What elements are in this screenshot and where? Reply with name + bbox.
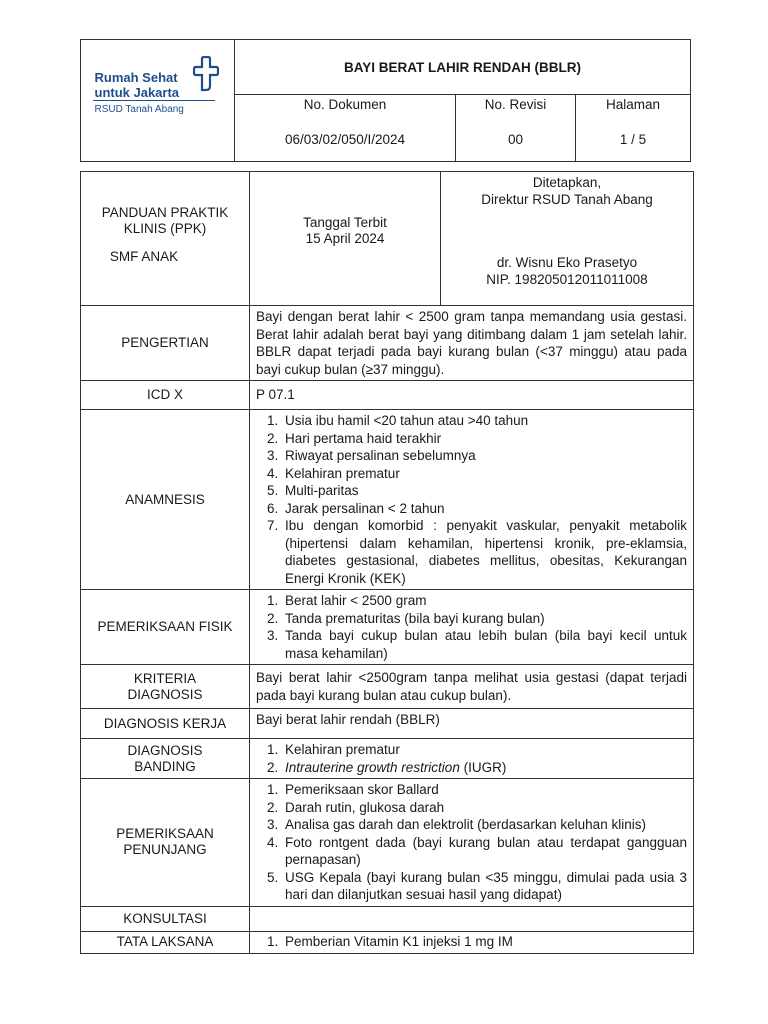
list-item: 1. Kelahiran prematur bbox=[282, 741, 687, 759]
page-value: 1 / 5 bbox=[619, 132, 647, 147]
banding-label-2: BANDING bbox=[134, 758, 196, 774]
tata-label: TATA LAKSANA bbox=[81, 931, 250, 953]
konsultasi-text bbox=[250, 906, 694, 931]
list-item: 5. Multi-paritas bbox=[282, 482, 687, 500]
director-name: dr. Wisnu Eko Prasetyo bbox=[496, 255, 638, 270]
fisik-label: PEMERIKSAAN FISIK bbox=[81, 590, 250, 665]
banding-content bbox=[250, 739, 694, 779]
list-item: 1. Usia ibu hamil <20 tahun atau >40 tahun bbox=[282, 412, 687, 430]
kerja-label: DIAGNOSIS KERJA bbox=[81, 709, 250, 739]
list-item: 5. USG Kepala (bayi kurang bulan <35 minggu, dimulai pada usia 3 hari dan dilanjutkan sesuai hasil yang didapat) bbox=[282, 869, 687, 904]
penunjang-list bbox=[256, 781, 687, 904]
tanggal-label: Tanggal Terbit bbox=[303, 214, 387, 230]
direktur-label: Direktur RSUD Tanah Abang bbox=[481, 192, 653, 207]
icd-text: P 07.1 bbox=[250, 381, 694, 410]
list-item: 2. Tanda prematuritas (bila bayi kurang bulan) bbox=[282, 610, 687, 628]
kriteria-text: Bayi berat lahir <2500gram tanpa melihat usia gestasi (dapat terjadi pada bayi kurang bulan atau cukup bulan). bbox=[250, 665, 694, 709]
page-cell bbox=[576, 95, 691, 162]
tata-content bbox=[250, 931, 694, 953]
penunjang-label-2: PENUNJANG bbox=[123, 842, 207, 858]
list-item: 6. Jarak persalinan < 2 tahun bbox=[282, 500, 687, 518]
pengertian-label: PENGERTIAN bbox=[81, 306, 250, 381]
list-item: 2. Hari pertama haid terakhir bbox=[282, 430, 687, 448]
penunjang-label-1: PEMERIKSAAN bbox=[116, 826, 214, 842]
tanggal-value: 15 April 2024 bbox=[305, 230, 385, 246]
fisik-content bbox=[250, 590, 694, 665]
list-item: 4. Foto rontgent dada (bayi kurang bulan atau terdapat gangguan pernapasan) bbox=[282, 834, 687, 869]
iugr-rest: (IUGR) bbox=[459, 759, 507, 775]
ditetapkan-label: Ditetapkan, bbox=[532, 175, 602, 190]
tanggal-cell bbox=[250, 172, 441, 306]
list-item: 1. Pemeriksaan skor Ballard bbox=[282, 781, 687, 799]
smf-label: SMF ANAK bbox=[109, 248, 179, 264]
kriteria-label-1: KRITERIA bbox=[133, 670, 197, 686]
ppk-line-1: PANDUAN PRAKTIK bbox=[101, 204, 229, 220]
fisik-list bbox=[256, 592, 687, 662]
banding-list bbox=[256, 741, 687, 776]
ppk-line-2: KLINIS (PPK) bbox=[123, 220, 207, 236]
list-item: 7. Ibu dengan komorbid : penyakit vaskular, penyakit metabolik (hipertensi dalam kehamilan, hipertensi kronik, pre-eklamsia, diabetes gestasional, diabetes mellitus, obesitas, Kekurangan Energi Kronik (KEK) bbox=[282, 517, 687, 587]
revision-value: 00 bbox=[507, 132, 524, 147]
cross-icon bbox=[193, 56, 219, 96]
list-item bbox=[282, 759, 687, 777]
revision-label: No. Revisi bbox=[484, 97, 547, 112]
icd-label: ICD X bbox=[81, 381, 250, 410]
konsultasi-label: KONSULTASI bbox=[81, 906, 250, 931]
revision-cell bbox=[456, 95, 576, 162]
list-item: 3. Tanda bayi cukup bulan atau lebih bulan (bila bayi kecil untuk masa kehamilan) bbox=[282, 627, 687, 662]
document-header bbox=[80, 39, 691, 162]
penunjang-content bbox=[250, 779, 694, 907]
list-item: 1. Berat lahir < 2500 gram bbox=[282, 592, 687, 610]
anamnesis-label: ANAMNESIS bbox=[81, 410, 250, 590]
list-item: 4. Kelahiran prematur bbox=[282, 465, 687, 483]
pengertian-text: Bayi dengan berat lahir < 2500 gram tanpa memandang usia gestasi. Berat lahir adalah berat bayi yang ditimbang dalam 1 jam setelah lahir. BBLR dapat terjadi pada bayi kurang bulan (<37 minggu) atau pada bayi cukup bulan (≥37 minggu). bbox=[250, 306, 694, 381]
ppk-table bbox=[80, 171, 694, 954]
logo-line-1: Rumah Sehat bbox=[94, 69, 178, 85]
kriteria-label-2: DIAGNOSIS bbox=[127, 686, 203, 702]
director-nip: NIP. 198205012011011008 bbox=[486, 272, 648, 287]
kerja-text: Bayi berat lahir rendah (BBLR) bbox=[250, 709, 694, 739]
doc-number-cell bbox=[235, 95, 456, 162]
tata-list bbox=[256, 933, 687, 951]
penunjang-label bbox=[81, 779, 250, 907]
doc-number-label: No. Dokumen bbox=[303, 97, 387, 112]
pengesahan-cell bbox=[441, 172, 694, 306]
hospital-logo bbox=[93, 66, 223, 136]
list-item: 3. Riwayat persalinan sebelumnya bbox=[282, 447, 687, 465]
logo-divider bbox=[93, 100, 215, 101]
doc-number-value: 06/03/02/050/I/2024 bbox=[284, 132, 406, 147]
list-item: 3. Analisa gas darah dan elektrolit (berdasarkan keluhan klinis) bbox=[282, 816, 687, 834]
document-title: BAYI BERAT LAHIR RENDAH (BBLR) bbox=[235, 40, 691, 95]
logo-line-2: untuk Jakarta bbox=[94, 84, 180, 100]
banding-label-1: DIAGNOSIS bbox=[127, 742, 203, 758]
banding-label bbox=[81, 739, 250, 779]
list-item: 2. Darah rutin, glukosa darah bbox=[282, 799, 687, 817]
ppk-cell bbox=[81, 172, 250, 306]
iugr-italic: Intrauterine growth restriction bbox=[285, 759, 460, 775]
page-label: Halaman bbox=[605, 97, 661, 112]
anamnesis-content bbox=[250, 410, 694, 590]
kriteria-label bbox=[81, 665, 250, 709]
logo-line-3: RSUD Tanah Abang bbox=[94, 103, 184, 115]
anamnesis-list bbox=[256, 412, 687, 587]
list-item: 1. Pemberian Vitamin K1 injeksi 1 mg IM bbox=[282, 933, 687, 951]
logo-cell bbox=[81, 40, 235, 162]
